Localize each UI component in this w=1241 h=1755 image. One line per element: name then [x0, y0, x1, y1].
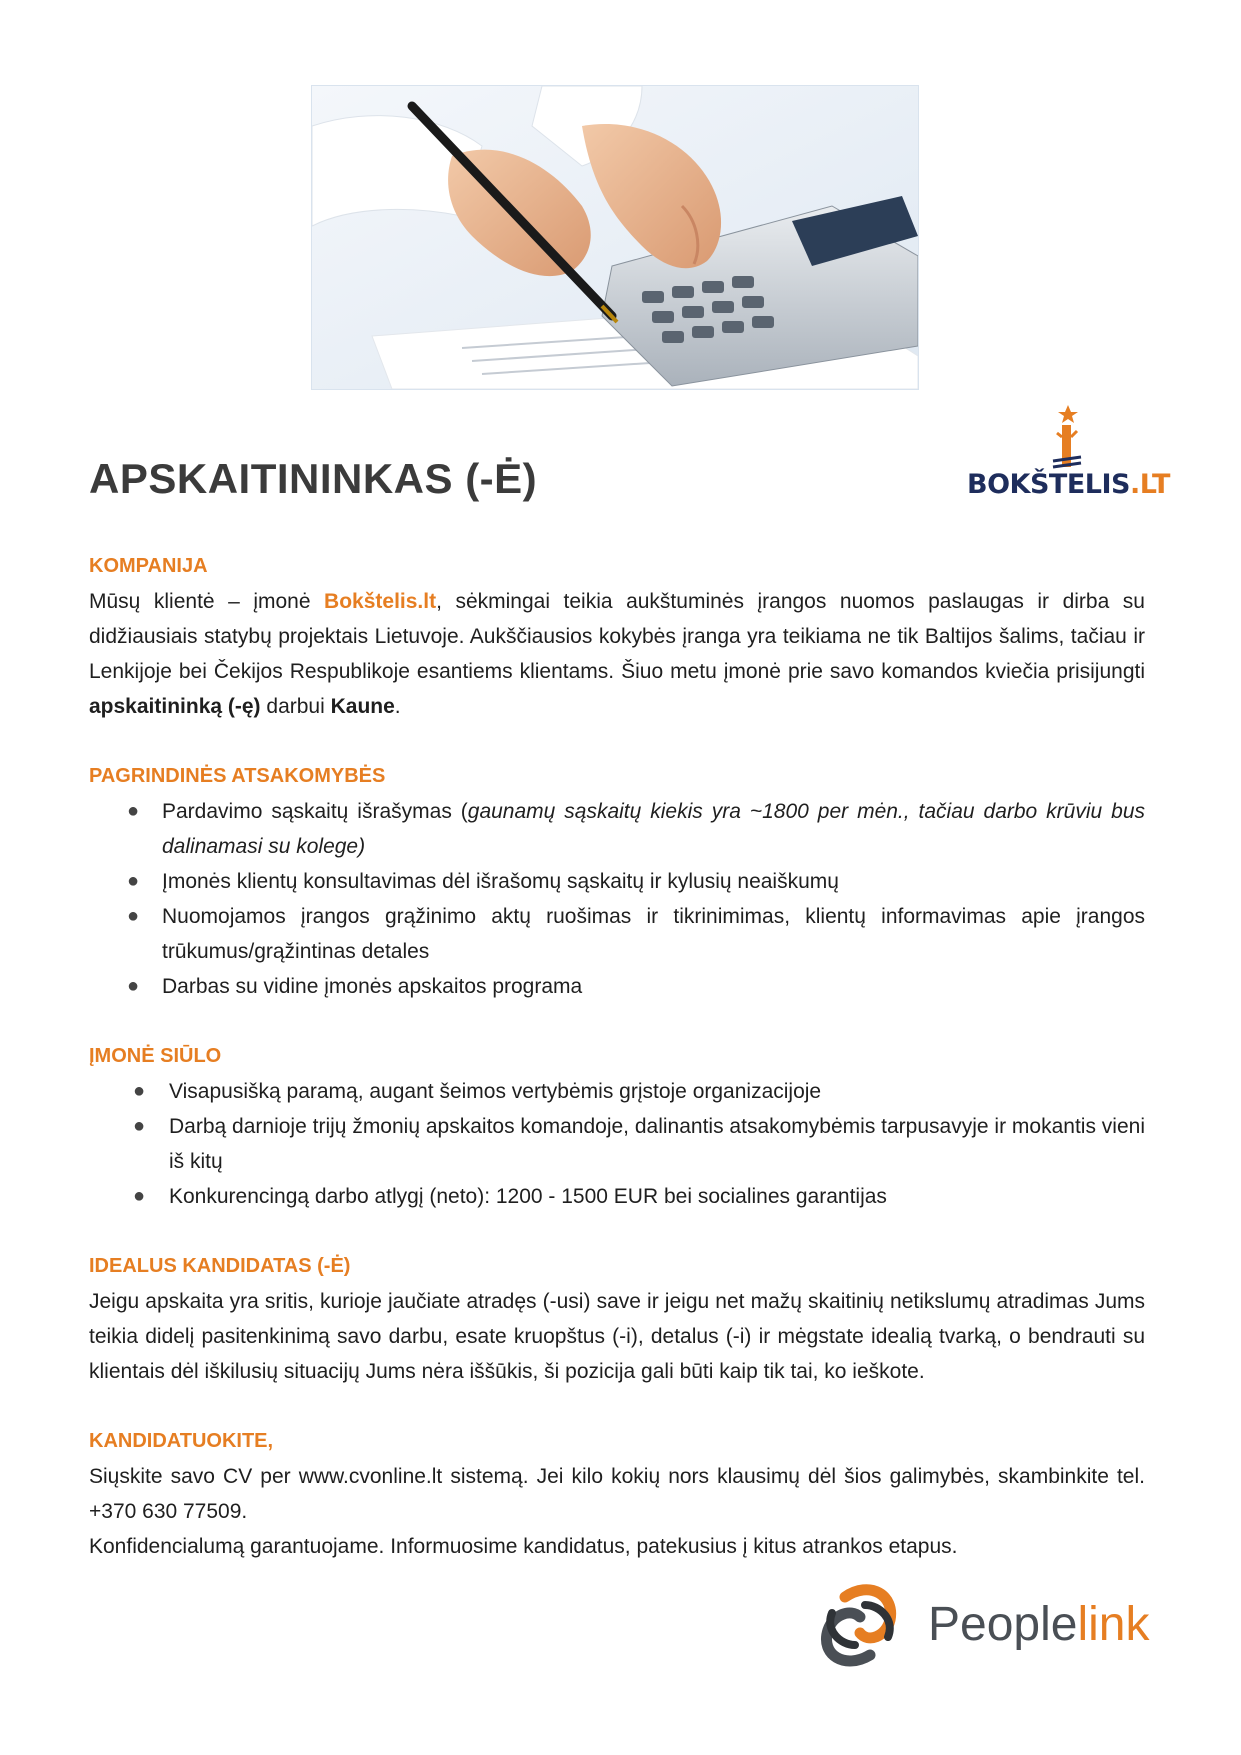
peoplelink-logo — [810, 1575, 1150, 1675]
section-heading-responsibilities: PAGRINDINĖS ATSAKOMYBĖS — [89, 765, 386, 787]
candidate-paragraph: Jeigu apskaita yra sritis, kurioje jaučiate atradęs (-usi) save ir jeigu net mažų skaitinių netikslumų atradimas Jums teikia didelį pasitenkinimą savo darbu, esate kruopštus (-i), detalus (-i) ir mėgstate idealią tvarką, o bendrauti su klientais dėl iškilusių situacijų Jums nėra iššūkis, ši pozicija gali būti kaip tik tai, ko ieškote. — [89, 1290, 1145, 1383]
list-item — [89, 899, 1145, 969]
section-heading-apply: KANDIDATUOKITE, — [89, 1430, 274, 1452]
list-item — [89, 1179, 1145, 1214]
section-responsibilities — [89, 759, 1145, 1004]
section-heading-candidate: IDEALUS KANDIDATAS (-Ė) — [89, 1255, 351, 1277]
section-candidate — [89, 1249, 1145, 1389]
responsibilities-list — [89, 794, 1145, 1004]
company-text-3: darbui — [260, 695, 331, 718]
company-text-1: Mūsų klientė – įmonė — [89, 590, 325, 613]
bullet-icon: ● — [133, 1185, 146, 1207]
list-item-text: Visapusišką paramą, augant šeimos vertybėmis grįstoje organizacijoje — [169, 1080, 822, 1103]
bullet-icon: ● — [127, 975, 140, 997]
list-item-text: Darbas su vidine įmonės apskaitos programa — [162, 975, 583, 998]
list-item-text: Nuomojamos įrangos grąžinimo aktų ruošimas ir tikrinimimas, klientų informavimas apie įrangos trūkumus/grąžintinas detales — [162, 905, 1145, 963]
calculator-photo-illustration — [312, 86, 918, 389]
section-heading-company: KOMPANIJA — [89, 555, 208, 577]
section-apply — [89, 1424, 1145, 1564]
apply-paragraph: Siųskite savo CV per www.cvonline.lt sistemą. Jei kilo kokių nors klausimų dėl šios galimybės, skambinkite tel. +370 630 77509. — [89, 1465, 1145, 1523]
section-heading-offer: ĮMONĖ SIŪLO — [89, 1045, 222, 1067]
section-company — [89, 549, 1145, 724]
logo-text-link: link — [1077, 1598, 1150, 1651]
job-description — [89, 549, 1145, 1599]
section-offer — [89, 1039, 1145, 1214]
list-item — [89, 794, 1145, 864]
list-item-text: Darbą darnioje trijų žmonių apskaitos komandoje, dalinantis atsakomybėmis tarpusavyje ir mokantis vieni iš kitų — [169, 1115, 1145, 1173]
company-text-2: , sėkmingai teikia aukštuminės įrangos nuomos paslaugas ir dirba su didžiausiais statybų projektais Lietuvoje. Aukščiausios kokybės įranga yra teikiama ne tik Baltijos šalims, tačiau ir Lenkijoje bei Čekijos Respublikoje esantiems klientams. Šiuo metu įmonė prie savo komandos kviečia prisijungti — [89, 590, 1145, 683]
hero-image — [311, 85, 919, 390]
company-text-4: . — [394, 695, 401, 718]
list-item — [89, 864, 1145, 899]
peoplelink-knot-icon — [810, 1575, 910, 1675]
city-name: Kaune — [330, 695, 395, 718]
list-item-text: Pardavimo sąskaitų išrašymas ( — [162, 800, 468, 823]
bullet-icon: ● — [133, 1080, 146, 1102]
list-item — [89, 1109, 1145, 1179]
list-item-text: Įmonės klientų konsultavimas dėl išrašomų sąskaitų ir kylusių neaiškumų — [162, 870, 839, 893]
bokstelis-logo — [965, 403, 1170, 503]
bullet-icon: ● — [127, 905, 140, 927]
logo-text-main: BOKŠTELIS — [967, 469, 1130, 500]
role-name: apskaitininką (-ę) — [89, 695, 261, 718]
list-item — [89, 1074, 1145, 1109]
bullet-icon: ● — [127, 800, 140, 822]
page-title: APSKAITININKAS (-Ė) — [89, 455, 538, 502]
company-name-link: Bokštelis.lt — [324, 590, 437, 613]
offer-list — [89, 1074, 1145, 1214]
bullet-icon: ● — [127, 870, 140, 892]
confidentiality-note: Konfidencialumą garantuojame. Informuosime kandidatus, patekusius į kitus atrankos etapus. — [89, 1535, 958, 1558]
list-item-text-italic: gaunamų sąskaitų kiekis yra ~1800 per mėn., tačiau darbo krūviu bus dalinamasi su kolege) — [162, 800, 1146, 858]
logo-text-tld: .LT — [1129, 469, 1170, 500]
bullet-icon: ● — [133, 1115, 146, 1137]
list-item-text: Konkurencingą darbo atlygį (neto): 1200 - 1500 EUR bei socialines garantijas — [169, 1185, 887, 1208]
company-paragraph — [89, 584, 1145, 724]
logo-text-people: People — [928, 1598, 1078, 1651]
list-item — [89, 969, 1145, 1004]
